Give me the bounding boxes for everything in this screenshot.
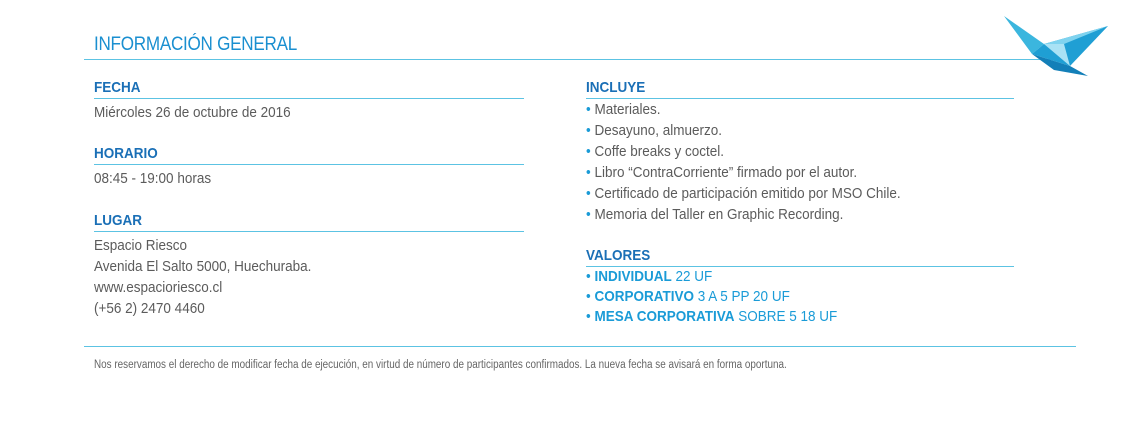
price-name: INDIVIDUAL (594, 268, 672, 285)
horario-value: 08:45 - 19:00 horas (94, 170, 212, 187)
bullet: • (586, 143, 591, 160)
price-value: SOBRE 5 18 UF (738, 308, 838, 325)
list-item: • Certificado de participación emitido por MSO Chile. (586, 185, 901, 202)
lugar-website: www.espacioriesco.cl (94, 279, 223, 296)
fecha-value: Miércoles 26 de octubre de 2016 (94, 104, 291, 121)
list-item: • Memoria del Taller en Graphic Recording. (586, 206, 844, 223)
price-value: 22 UF (675, 268, 713, 285)
paper-boat-icon (1004, 14, 1108, 76)
list-item: • Coffe breaks y coctel. (586, 143, 725, 160)
bullet: • (586, 206, 591, 223)
list-item: • Desayuno, almuerzo. (586, 122, 723, 139)
list-item: • Libro “ContraCorriente” firmado por el autor. (586, 164, 858, 181)
price-name: CORPORATIVO (594, 288, 694, 305)
horario-divider (94, 164, 524, 165)
lugar-venue: Espacio Riesco (94, 237, 188, 254)
bullet: • (586, 185, 591, 202)
lugar-divider (94, 231, 524, 232)
fecha-heading: FECHA (94, 79, 141, 96)
lugar-heading: LUGAR (94, 212, 142, 229)
footer-divider (84, 346, 1076, 347)
title-divider (84, 59, 1074, 60)
bullet: • (586, 122, 591, 139)
page-title: INFORMACIÓN GENERAL (94, 34, 297, 55)
lugar-phone: (+56 2) 2470 4460 (94, 300, 205, 317)
bullet: • (586, 164, 591, 181)
incluye-heading: INCLUYE (586, 79, 646, 96)
horario-section (94, 145, 524, 189)
lugar-section (94, 212, 524, 319)
price-item: • MESA CORPORATIVA SOBRE 5 18 UF (586, 308, 838, 325)
bullet: • (586, 101, 591, 118)
price-value: 3 A 5 PP 20 UF (697, 288, 790, 305)
price-name: MESA CORPORATIVA (594, 308, 735, 325)
price-item: • INDIVIDUAL 22 UF (586, 268, 713, 285)
fecha-divider (94, 98, 524, 99)
price-item: • CORPORATIVO 3 A 5 PP 20 UF (586, 288, 790, 305)
horario-heading: HORARIO (94, 145, 158, 162)
lugar-address: Avenida El Salto 5000, Huechuraba. (94, 258, 312, 275)
valores-heading: VALORES (586, 247, 651, 264)
fecha-section (94, 79, 524, 123)
list-item: • Materiales. (586, 101, 661, 118)
incluye-section (586, 79, 1014, 225)
disclaimer-text: Nos reservamos el derecho de modificar fecha de ejecución, en virtud de número de participantes confirmados. La nueva fecha se avisará en forma oportuna. (94, 359, 787, 371)
valores-section (586, 247, 1014, 327)
